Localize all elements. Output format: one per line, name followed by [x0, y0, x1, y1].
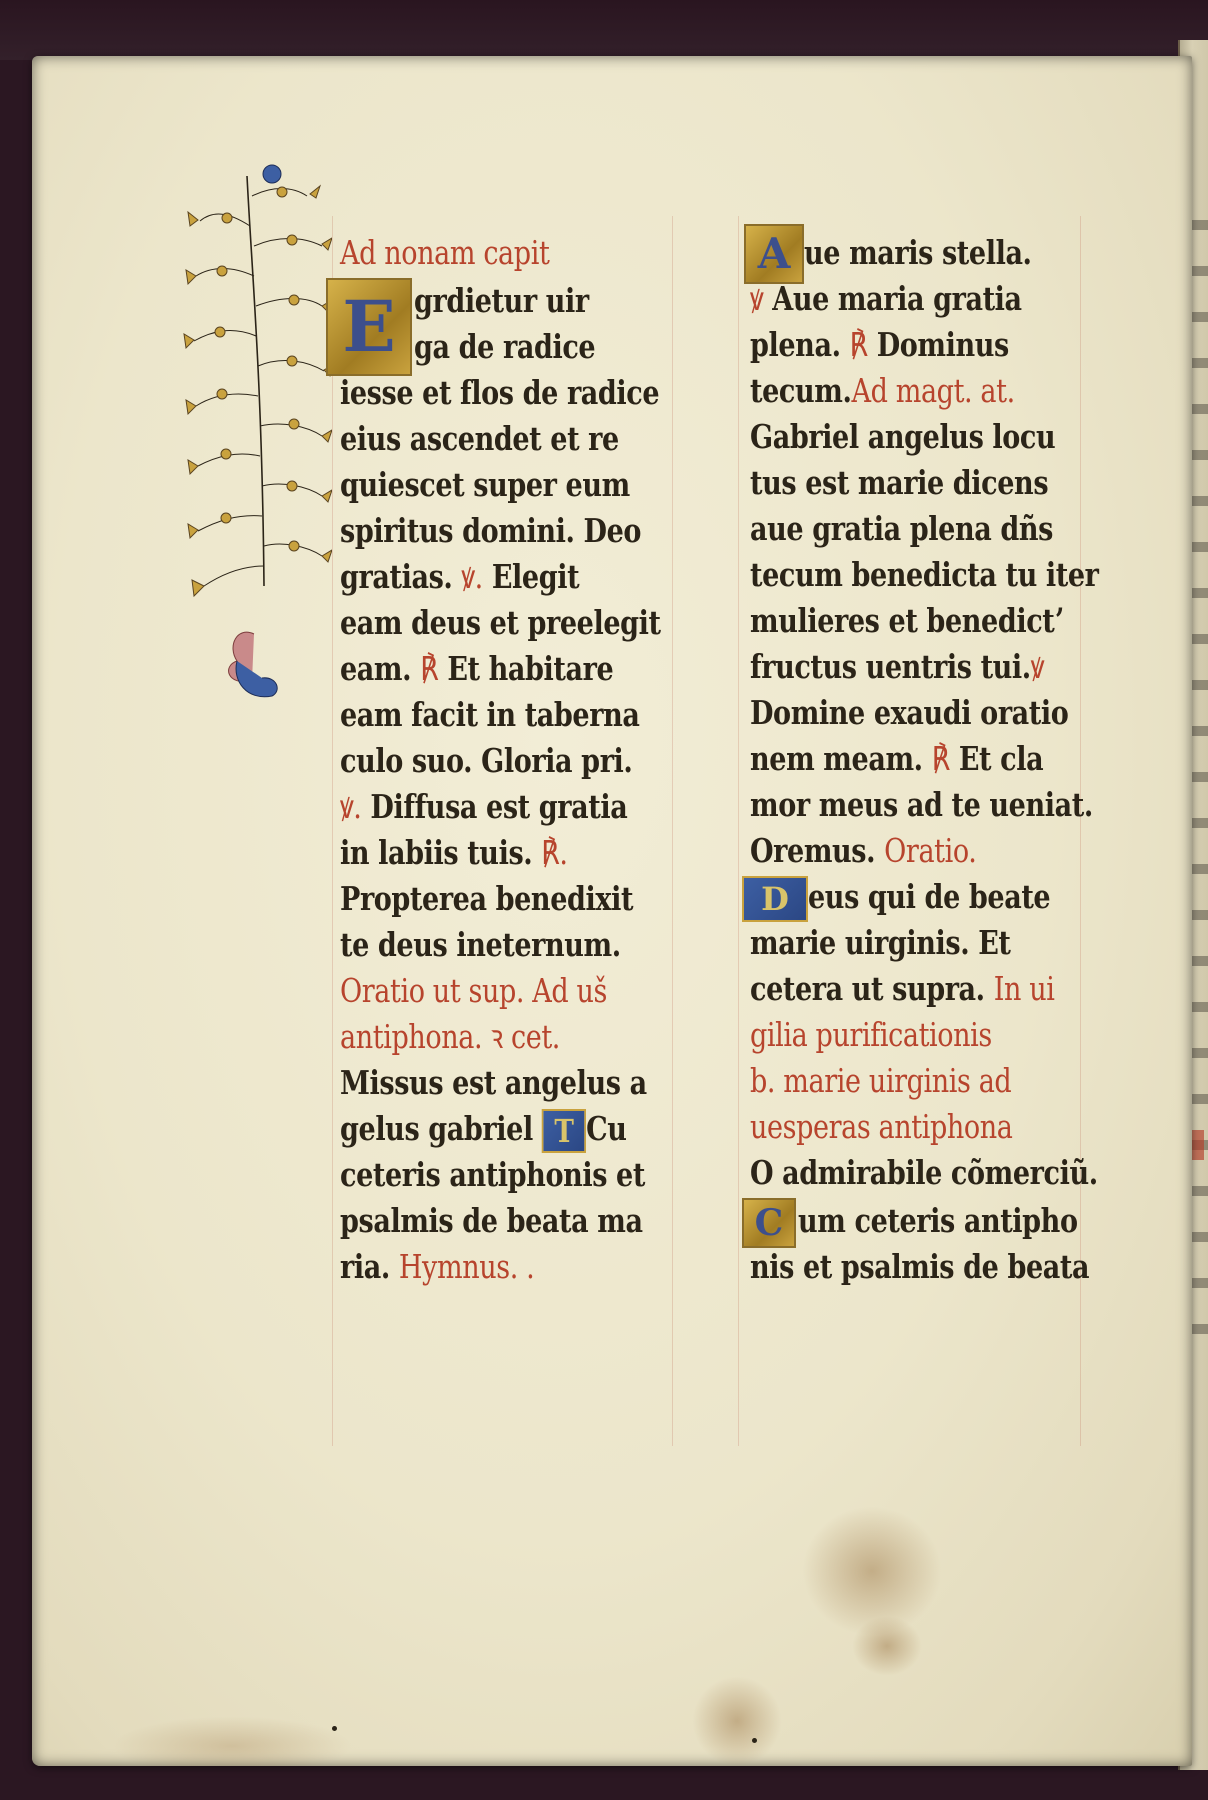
text-line: gelus gabriel T Cu: [340, 1106, 627, 1152]
text-line: Missus est angelus a: [340, 1063, 647, 1102]
foliate-border-spray: [182, 156, 332, 736]
text-line: Propterea benedixit: [340, 879, 634, 918]
dark-backdrop: [0, 0, 1208, 60]
text-line: eius ascendet et re: [340, 419, 619, 458]
text-line: Domine exaudi oratio: [750, 693, 1069, 732]
water-stain: [112, 1716, 352, 1766]
text-line: culo suo. Gloria pri.: [340, 741, 633, 780]
prick-mark: [332, 1726, 337, 1731]
decorated-initial: T: [542, 1109, 586, 1153]
rubric-line: antiphona. ꝛ cet.: [340, 1017, 561, 1056]
text-line: [340, 230, 549, 276]
text-line: ꝟ. Diffusa est gratia: [340, 787, 628, 826]
text-line: tus est marie dicens: [750, 463, 1049, 502]
text-line: ꝟ Aue maria gratia: [750, 279, 1022, 318]
text-line: mulieres et benedictʼ: [750, 601, 1064, 640]
illuminated-initial: A: [744, 224, 804, 284]
manuscript-page: [32, 56, 1192, 1766]
text-line: gratias. ꝟ. Elegit: [340, 557, 580, 596]
text-line: nis et psalmis de beata: [750, 1247, 1090, 1286]
decorated-initial: D: [742, 876, 808, 922]
ruling-line: [332, 216, 333, 1446]
text-line: spiritus domini. Deo: [340, 511, 642, 550]
text-line: psalmis de beata ma: [340, 1201, 643, 1240]
text-line: ceteris antiphonis et: [340, 1155, 645, 1194]
text-line: grdietur uir: [414, 281, 589, 320]
prick-mark: [752, 1738, 757, 1743]
illuminated-initial: C: [742, 1198, 796, 1248]
text-line: eam facit in taberna: [340, 695, 640, 734]
water-stain: [692, 1676, 782, 1766]
water-stain: [802, 1506, 942, 1636]
text-line: eam. ℟ Et habitare: [340, 649, 614, 688]
text-line: tecum benedicta tu iter: [750, 555, 1099, 594]
rubric-line: Oratio ut sup. Ad uš: [340, 971, 607, 1010]
text-line: nem meam. ℟ Et cla: [750, 739, 1044, 778]
text-line: um ceteris antipho: [798, 1201, 1078, 1240]
text-line: aue gratia plena dñs: [750, 509, 1053, 548]
text-line: eam deus et preelegit: [340, 603, 661, 642]
text-line: quiescet super eum: [340, 465, 630, 504]
text-line: ria. Hymnus. .: [340, 1247, 535, 1286]
text-line: fructus uentris tui.ꝟ: [750, 647, 1045, 686]
text-line: marie uirginis. Et: [750, 923, 1011, 962]
text-line: O admirabile cõmerciũ.: [750, 1153, 1098, 1192]
text-line: te deus ineternum.: [340, 925, 621, 964]
text-line: cetera ut supra. In ui: [750, 969, 1055, 1008]
ruling-line: [672, 216, 673, 1446]
text-line: tecum.Ad magt. at.: [750, 371, 1015, 410]
text-line: iesse et flos de radice: [340, 373, 660, 412]
text-line: ue maris stella.: [804, 233, 1032, 272]
text-line: mor meus ad te ueniat.: [750, 785, 1093, 824]
illuminated-initial: E: [326, 278, 412, 376]
text-line: eus qui de beate: [808, 877, 1051, 916]
rubric-line: b. marie uirginis ad: [750, 1061, 1012, 1100]
text-line: Gabriel angelus locu: [750, 417, 1056, 456]
text-line: Oremus. Oratio.: [750, 831, 977, 870]
ruling-line: [738, 216, 739, 1446]
rubric-line: gilia purificationis: [750, 1015, 992, 1054]
rubric: Ad nonam capit: [340, 233, 550, 272]
text-line: ga de radice: [414, 327, 596, 366]
water-stain: [852, 1616, 922, 1676]
text-line: in labiis tuis. ℟.: [340, 833, 568, 872]
text-line: plena. ℟ Dominus: [750, 325, 1009, 364]
rubric-line: uesperas antiphona: [750, 1107, 1013, 1146]
